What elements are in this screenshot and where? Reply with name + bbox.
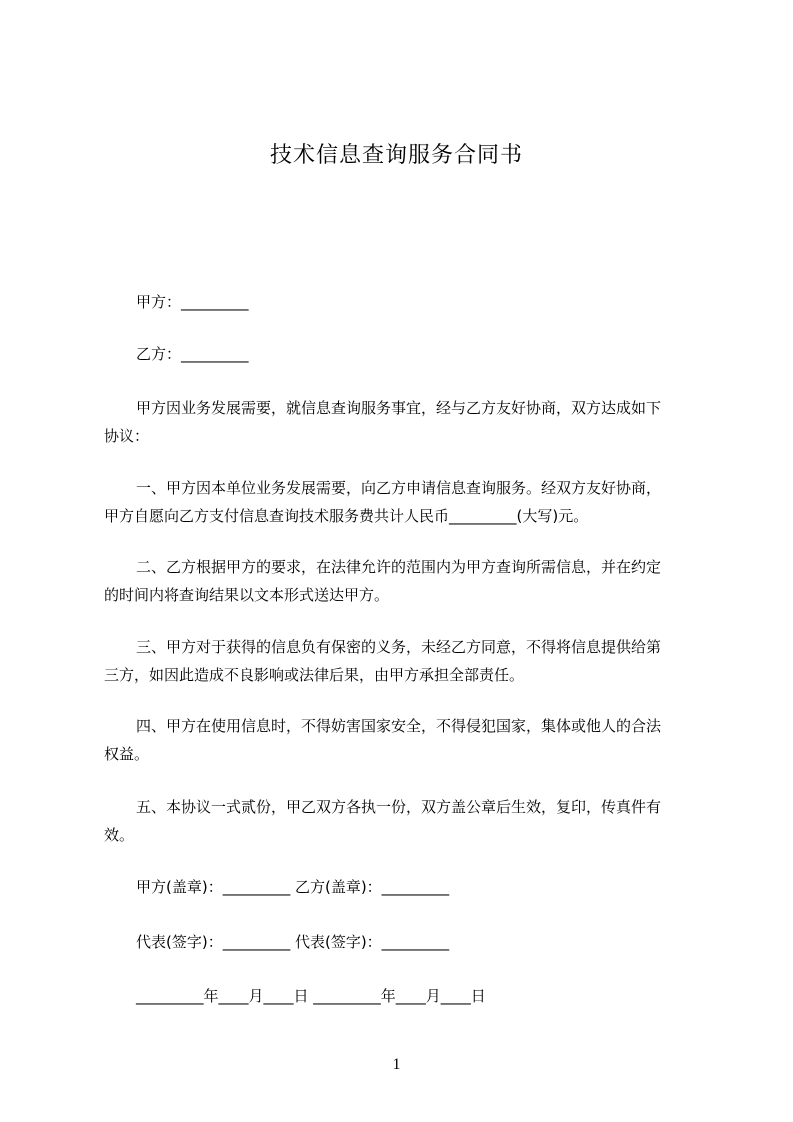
clause-5-line-2: 效。 <box>104 826 135 844</box>
clause-4-line-2: 权益。 <box>104 745 150 763</box>
clause-3-line-1: 三、甲方对于获得的信息负有保密的义务，未经乙方同意，不得将信息提供给第 <box>136 638 662 656</box>
intro-line-2: 协议： <box>104 427 150 445</box>
intro-line-1: 甲方因业务发展需要，就信息查询服务事宜，经与乙方友好协商，双方达成如下 <box>136 399 662 417</box>
page-number: 1 <box>392 1056 401 1073</box>
clause-1-line-2: 甲方自愿向乙方支付信息查询技术服务费共计人民币_________(大写)元。 <box>104 507 589 525</box>
clause-3-line-2: 三方，如因此造成不良影响或法律后果，由甲方承担全部责任。 <box>104 666 525 684</box>
sign-line: 代表(签字)：_________ 代表(签字)：_________ <box>136 933 450 951</box>
seal-line: 甲方(盖章)：_________ 乙方(盖章)：_________ <box>136 878 450 896</box>
party-b-line: 乙方：_________ <box>136 345 249 363</box>
date-line: _________年____月____日 _________年____月____日 <box>136 987 486 1005</box>
clause-5-line-1: 五、本协议一式贰份，甲乙双方各执一份，双方盖公章后生效，复印，传真件有 <box>136 798 662 816</box>
clause-4-line-1: 四、甲方在使用信息时，不得妨害国家安全，不得侵犯国家，集体或他人的合法 <box>136 717 662 735</box>
clause-2-line-1: 二、乙方根据甲方的要求，在法律允许的范围内为甲方查询所需信息，并在约定 <box>136 558 662 576</box>
party-a-line: 甲方：_________ <box>136 293 249 311</box>
clause-2-line-2: 的时间内将查询结果以文本形式送达甲方。 <box>104 586 390 604</box>
document-title: 技术信息查询服务合同书 <box>269 143 523 168</box>
clause-1-line-1: 一、甲方因本单位业务发展需要，向乙方申请信息查询服务。经双方友好协商， <box>136 479 662 497</box>
